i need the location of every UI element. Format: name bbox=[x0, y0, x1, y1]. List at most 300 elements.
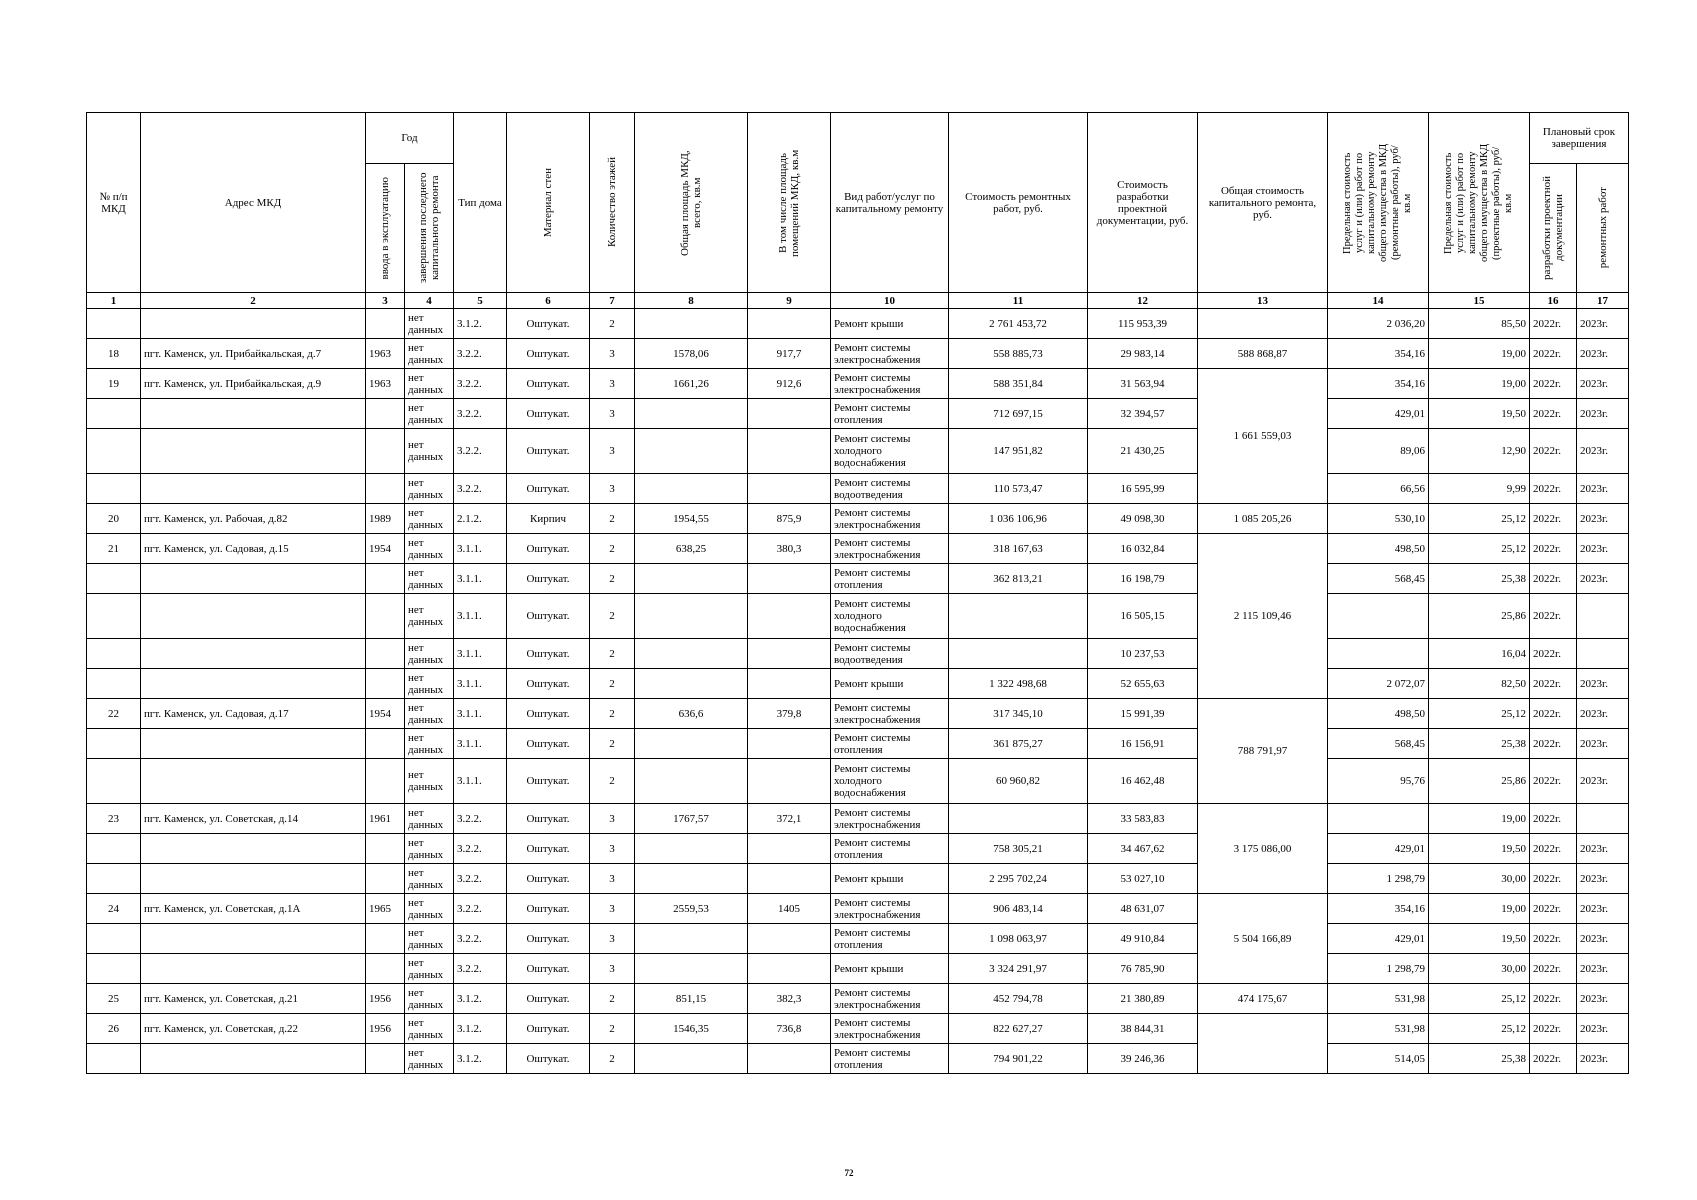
row-floors: 3 bbox=[590, 954, 635, 984]
row-number bbox=[87, 729, 141, 759]
row-number: 24 bbox=[87, 894, 141, 924]
row-number: 19 bbox=[87, 369, 141, 399]
row-repair-cost: 2 295 702,24 bbox=[949, 864, 1088, 894]
row-limit-repair: 1 298,79 bbox=[1328, 954, 1429, 984]
column-number: 13 bbox=[1198, 293, 1328, 309]
row-floors: 2 bbox=[590, 594, 635, 639]
row-repair-cost bbox=[949, 594, 1088, 639]
row-house-type: 3.2.2. bbox=[454, 894, 507, 924]
row-address bbox=[141, 729, 366, 759]
row-work-type: Ремонт системы электроснабжения bbox=[831, 504, 949, 534]
row-plan-project: 2022г. bbox=[1530, 894, 1577, 924]
row-limit-repair: 2 072,07 bbox=[1328, 669, 1429, 699]
row-wall-material: Оштукат. bbox=[507, 564, 590, 594]
row-number bbox=[87, 669, 141, 699]
row-wall-material: Оштукат. bbox=[507, 984, 590, 1014]
row-address bbox=[141, 594, 366, 639]
row-limit-project: 82,50 bbox=[1429, 669, 1530, 699]
row-plan-repair bbox=[1577, 639, 1629, 669]
row-limit-project: 25,86 bbox=[1429, 594, 1530, 639]
row-year-last-repair: нет данных bbox=[405, 474, 454, 504]
row-number bbox=[87, 864, 141, 894]
row-total-cost: 474 175,67 bbox=[1198, 984, 1328, 1014]
row-year-last-repair: нет данных bbox=[405, 564, 454, 594]
header-limit-repair: Предельная стоимость услуг и (или) работ по капитальному ремонту общего имущества в МКД (ремонтные работы), руб/кв.м bbox=[1328, 113, 1429, 293]
row-limit-repair bbox=[1328, 804, 1429, 834]
row-floors: 2 bbox=[590, 564, 635, 594]
row-total-area bbox=[635, 924, 748, 954]
row-plan-project: 2022г. bbox=[1530, 504, 1577, 534]
row-plan-project: 2022г. bbox=[1530, 339, 1577, 369]
row-premises-area bbox=[748, 759, 831, 804]
table-body bbox=[87, 309, 1629, 1074]
row-plan-project: 2022г. bbox=[1530, 864, 1577, 894]
table-row bbox=[87, 894, 1629, 924]
row-limit-repair: 1 298,79 bbox=[1328, 864, 1429, 894]
row-premises-area: 382,3 bbox=[748, 984, 831, 1014]
row-floors: 3 bbox=[590, 894, 635, 924]
row-year-built: 1956 bbox=[366, 984, 405, 1014]
row-number bbox=[87, 924, 141, 954]
row-work-type: Ремонт системы отопления bbox=[831, 1044, 949, 1074]
row-year-built: 1963 bbox=[366, 339, 405, 369]
row-limit-repair: 531,98 bbox=[1328, 1014, 1429, 1044]
row-project-cost: 10 237,53 bbox=[1088, 639, 1198, 669]
row-limit-repair: 2 036,20 bbox=[1328, 309, 1429, 339]
row-total-area bbox=[635, 954, 748, 984]
row-floors: 2 bbox=[590, 699, 635, 729]
row-house-type: 3.1.1. bbox=[454, 729, 507, 759]
row-plan-repair: 2023г. bbox=[1577, 474, 1629, 504]
row-repair-cost: 147 951,82 bbox=[949, 429, 1088, 474]
row-limit-repair: 429,01 bbox=[1328, 924, 1429, 954]
row-repair-cost: 794 901,22 bbox=[949, 1044, 1088, 1074]
row-plan-project: 2022г. bbox=[1530, 474, 1577, 504]
row-plan-repair bbox=[1577, 594, 1629, 639]
row-premises-area bbox=[748, 924, 831, 954]
row-premises-area bbox=[748, 864, 831, 894]
row-repair-cost bbox=[949, 804, 1088, 834]
row-year-built bbox=[366, 474, 405, 504]
column-number: 10 bbox=[831, 293, 949, 309]
row-wall-material: Оштукат. bbox=[507, 534, 590, 564]
row-limit-repair: 429,01 bbox=[1328, 834, 1429, 864]
row-limit-repair: 429,01 bbox=[1328, 399, 1429, 429]
row-plan-project: 2022г. bbox=[1530, 369, 1577, 399]
row-floors: 3 bbox=[590, 924, 635, 954]
column-number: 14 bbox=[1328, 293, 1429, 309]
row-limit-repair: 530,10 bbox=[1328, 504, 1429, 534]
row-house-type: 3.2.2. bbox=[454, 954, 507, 984]
column-number: 11 bbox=[949, 293, 1088, 309]
row-project-cost: 21 430,25 bbox=[1088, 429, 1198, 474]
row-plan-repair: 2023г. bbox=[1577, 369, 1629, 399]
row-total-area: 2559,53 bbox=[635, 894, 748, 924]
row-house-type: 2.1.2. bbox=[454, 504, 507, 534]
row-house-type: 3.2.2. bbox=[454, 864, 507, 894]
row-limit-project: 19,00 bbox=[1429, 339, 1530, 369]
row-total-area: 1578,06 bbox=[635, 339, 748, 369]
row-premises-area bbox=[748, 669, 831, 699]
row-house-type: 3.1.1. bbox=[454, 534, 507, 564]
table-row bbox=[87, 954, 1629, 984]
row-plan-repair: 2023г. bbox=[1577, 399, 1629, 429]
row-address: пгт. Каменск, ул. Садовая, д.15 bbox=[141, 534, 366, 564]
row-number bbox=[87, 1044, 141, 1074]
row-limit-project: 19,50 bbox=[1429, 399, 1530, 429]
row-wall-material: Оштукат. bbox=[507, 834, 590, 864]
row-plan-repair: 2023г. bbox=[1577, 1014, 1629, 1044]
row-repair-cost: 110 573,47 bbox=[949, 474, 1088, 504]
row-house-type: 3.2.2. bbox=[454, 474, 507, 504]
row-limit-repair: 354,16 bbox=[1328, 894, 1429, 924]
row-plan-project: 2022г. bbox=[1530, 1044, 1577, 1074]
row-plan-project: 2022г. bbox=[1530, 564, 1577, 594]
row-total-area: 1767,57 bbox=[635, 804, 748, 834]
row-wall-material: Оштукат. bbox=[507, 924, 590, 954]
row-house-type: 3.1.1. bbox=[454, 639, 507, 669]
row-repair-cost: 362 813,21 bbox=[949, 564, 1088, 594]
row-limit-project: 85,50 bbox=[1429, 309, 1530, 339]
row-premises-area bbox=[748, 564, 831, 594]
header-project-cost: Стоимость разработки проектной документации, руб. bbox=[1088, 113, 1198, 293]
row-plan-repair: 2023г. bbox=[1577, 309, 1629, 339]
row-floors: 3 bbox=[590, 429, 635, 474]
row-repair-cost bbox=[949, 639, 1088, 669]
row-repair-cost: 712 697,15 bbox=[949, 399, 1088, 429]
row-total-area: 638,25 bbox=[635, 534, 748, 564]
row-year-last-repair: нет данных bbox=[405, 594, 454, 639]
row-premises-area bbox=[748, 594, 831, 639]
column-number: 5 bbox=[454, 293, 507, 309]
row-limit-project: 25,38 bbox=[1429, 1044, 1530, 1074]
row-floors: 2 bbox=[590, 1014, 635, 1044]
row-premises-area bbox=[748, 729, 831, 759]
row-total-area bbox=[635, 729, 748, 759]
row-limit-project: 25,86 bbox=[1429, 759, 1530, 804]
table-row bbox=[87, 474, 1629, 504]
row-project-cost: 15 991,39 bbox=[1088, 699, 1198, 729]
table-row bbox=[87, 699, 1629, 729]
row-house-type: 3.2.2. bbox=[454, 834, 507, 864]
row-house-type: 3.2.2. bbox=[454, 399, 507, 429]
table-row bbox=[87, 834, 1629, 864]
row-plan-repair: 2023г. bbox=[1577, 699, 1629, 729]
row-wall-material: Оштукат. bbox=[507, 894, 590, 924]
row-plan-project: 2022г. bbox=[1530, 534, 1577, 564]
row-plan-project: 2022г. bbox=[1530, 429, 1577, 474]
header-year-group: Год bbox=[366, 113, 454, 164]
table-row bbox=[87, 594, 1629, 639]
row-work-type: Ремонт системы холодного водоснабжения bbox=[831, 759, 949, 804]
row-limit-project: 25,12 bbox=[1429, 1014, 1530, 1044]
row-number: 22 bbox=[87, 699, 141, 729]
row-wall-material: Оштукат. bbox=[507, 699, 590, 729]
row-house-type: 3.1.2. bbox=[454, 1014, 507, 1044]
row-wall-material: Оштукат. bbox=[507, 399, 590, 429]
row-plan-repair: 2023г. bbox=[1577, 429, 1629, 474]
column-number: 12 bbox=[1088, 293, 1198, 309]
row-house-type: 3.2.2. bbox=[454, 339, 507, 369]
row-address bbox=[141, 669, 366, 699]
row-wall-material: Оштукат. bbox=[507, 804, 590, 834]
row-total-area bbox=[635, 639, 748, 669]
row-year-last-repair: нет данных bbox=[405, 429, 454, 474]
row-premises-area: 380,3 bbox=[748, 534, 831, 564]
row-total-area: 851,15 bbox=[635, 984, 748, 1014]
row-house-type: 3.1.1. bbox=[454, 564, 507, 594]
column-number: 6 bbox=[507, 293, 590, 309]
row-house-type: 3.2.2. bbox=[454, 429, 507, 474]
row-limit-project: 30,00 bbox=[1429, 954, 1530, 984]
row-address bbox=[141, 309, 366, 339]
row-work-type: Ремонт системы электроснабжения bbox=[831, 1014, 949, 1044]
row-plan-project: 2022г. bbox=[1530, 804, 1577, 834]
row-plan-repair: 2023г. bbox=[1577, 954, 1629, 984]
row-project-cost: 32 394,57 bbox=[1088, 399, 1198, 429]
row-plan-repair: 2023г. bbox=[1577, 564, 1629, 594]
row-repair-cost: 1 036 106,96 bbox=[949, 504, 1088, 534]
row-project-cost: 16 505,15 bbox=[1088, 594, 1198, 639]
row-plan-project: 2022г. bbox=[1530, 639, 1577, 669]
row-plan-project: 2022г. bbox=[1530, 984, 1577, 1014]
row-plan-project: 2022г. bbox=[1530, 729, 1577, 759]
row-premises-area: 917,7 bbox=[748, 339, 831, 369]
row-work-type: Ремонт системы электроснабжения bbox=[831, 894, 949, 924]
row-work-type: Ремонт системы холодного водоснабжения bbox=[831, 429, 949, 474]
row-floors: 2 bbox=[590, 309, 635, 339]
row-year-built: 1956 bbox=[366, 1014, 405, 1044]
row-wall-material: Оштукат. bbox=[507, 339, 590, 369]
row-work-type: Ремонт системы электроснабжения bbox=[831, 534, 949, 564]
header-plan-group: Плановый срок завершения bbox=[1530, 113, 1629, 164]
row-number: 25 bbox=[87, 984, 141, 1014]
row-limit-project: 19,50 bbox=[1429, 924, 1530, 954]
row-year-last-repair: нет данных bbox=[405, 1014, 454, 1044]
row-number bbox=[87, 954, 141, 984]
row-address bbox=[141, 1044, 366, 1074]
table-row bbox=[87, 804, 1629, 834]
row-house-type: 3.1.2. bbox=[454, 309, 507, 339]
row-project-cost: 49 910,84 bbox=[1088, 924, 1198, 954]
row-premises-area: 912,6 bbox=[748, 369, 831, 399]
row-plan-repair: 2023г. bbox=[1577, 759, 1629, 804]
row-floors: 3 bbox=[590, 399, 635, 429]
header-year-last-repair: завершения последнего капитального ремонта bbox=[405, 164, 454, 293]
row-limit-project: 19,00 bbox=[1429, 894, 1530, 924]
row-plan-project: 2022г. bbox=[1530, 1014, 1577, 1044]
row-year-built bbox=[366, 924, 405, 954]
row-number: 23 bbox=[87, 804, 141, 834]
row-number bbox=[87, 834, 141, 864]
row-project-cost: 21 380,89 bbox=[1088, 984, 1198, 1014]
row-year-built bbox=[366, 399, 405, 429]
row-limit-repair: 498,50 bbox=[1328, 534, 1429, 564]
row-address: пгт. Каменск, ул. Советская, д.1А bbox=[141, 894, 366, 924]
table-row bbox=[87, 504, 1629, 534]
row-year-built bbox=[366, 429, 405, 474]
row-work-type: Ремонт системы электроснабжения bbox=[831, 369, 949, 399]
row-address bbox=[141, 864, 366, 894]
row-number bbox=[87, 399, 141, 429]
header-wall-material: Материал стен bbox=[507, 113, 590, 293]
row-wall-material: Оштукат. bbox=[507, 474, 590, 504]
row-plan-repair: 2023г. bbox=[1577, 339, 1629, 369]
column-number: 8 bbox=[635, 293, 748, 309]
header-limit-project: Предельная стоимость услуг и (или) работ по капитальному ремонту общего имущества в МКД (проектные работы), руб/кв.м bbox=[1429, 113, 1530, 293]
row-repair-cost: 361 875,27 bbox=[949, 729, 1088, 759]
row-plan-project: 2022г. bbox=[1530, 399, 1577, 429]
row-wall-material: Оштукат. bbox=[507, 309, 590, 339]
row-wall-material: Оштукат. bbox=[507, 594, 590, 639]
row-work-type: Ремонт системы отопления bbox=[831, 834, 949, 864]
row-total-area: 1954,55 bbox=[635, 504, 748, 534]
row-plan-repair: 2023г. bbox=[1577, 1044, 1629, 1074]
row-plan-repair: 2023г. bbox=[1577, 534, 1629, 564]
row-wall-material: Оштукат. bbox=[507, 729, 590, 759]
row-project-cost: 49 098,30 bbox=[1088, 504, 1198, 534]
table-row bbox=[87, 639, 1629, 669]
row-project-cost: 33 583,83 bbox=[1088, 804, 1198, 834]
table-row bbox=[87, 759, 1629, 804]
row-work-type: Ремонт системы водоотведения bbox=[831, 639, 949, 669]
row-plan-repair: 2023г. bbox=[1577, 669, 1629, 699]
column-number: 16 bbox=[1530, 293, 1577, 309]
row-address: пгт. Каменск, ул. Прибайкальская, д.9 bbox=[141, 369, 366, 399]
row-year-last-repair: нет данных bbox=[405, 729, 454, 759]
row-house-type: 3.2.2. bbox=[454, 369, 507, 399]
row-work-type: Ремонт крыши bbox=[831, 864, 949, 894]
row-premises-area: 736,8 bbox=[748, 1014, 831, 1044]
row-floors: 3 bbox=[590, 369, 635, 399]
row-repair-cost: 452 794,78 bbox=[949, 984, 1088, 1014]
row-floors: 3 bbox=[590, 474, 635, 504]
column-number-row bbox=[87, 293, 1629, 309]
row-year-last-repair: нет данных bbox=[405, 339, 454, 369]
table-row bbox=[87, 399, 1629, 429]
row-year-last-repair: нет данных bbox=[405, 984, 454, 1014]
row-premises-area bbox=[748, 399, 831, 429]
row-number bbox=[87, 309, 141, 339]
row-year-last-repair: нет данных bbox=[405, 309, 454, 339]
row-project-cost: 38 844,31 bbox=[1088, 1014, 1198, 1044]
row-year-built: 1961 bbox=[366, 804, 405, 834]
row-address: пгт. Каменск, ул. Рабочая, д.82 bbox=[141, 504, 366, 534]
row-work-type: Ремонт системы электроснабжения bbox=[831, 339, 949, 369]
table-row bbox=[87, 339, 1629, 369]
row-year-built: 1963 bbox=[366, 369, 405, 399]
row-limit-repair: 498,50 bbox=[1328, 699, 1429, 729]
row-wall-material: Оштукат. bbox=[507, 639, 590, 669]
row-floors: 2 bbox=[590, 1044, 635, 1074]
row-year-built bbox=[366, 834, 405, 864]
row-project-cost: 115 953,39 bbox=[1088, 309, 1198, 339]
row-repair-cost: 3 324 291,97 bbox=[949, 954, 1088, 984]
row-number bbox=[87, 759, 141, 804]
row-project-cost: 16 198,79 bbox=[1088, 564, 1198, 594]
table-row bbox=[87, 864, 1629, 894]
row-floors: 2 bbox=[590, 534, 635, 564]
row-address bbox=[141, 474, 366, 504]
row-floors: 2 bbox=[590, 669, 635, 699]
row-total-area bbox=[635, 864, 748, 894]
row-plan-project: 2022г. bbox=[1530, 699, 1577, 729]
row-work-type: Ремонт системы отопления bbox=[831, 729, 949, 759]
row-limit-project: 25,12 bbox=[1429, 699, 1530, 729]
header-address: Адрес МКД bbox=[141, 113, 366, 293]
table-row bbox=[87, 429, 1629, 474]
row-address bbox=[141, 564, 366, 594]
row-address bbox=[141, 399, 366, 429]
row-plan-repair: 2023г. bbox=[1577, 984, 1629, 1014]
row-project-cost: 34 467,62 bbox=[1088, 834, 1198, 864]
row-year-built: 1954 bbox=[366, 699, 405, 729]
row-total-area: 1661,26 bbox=[635, 369, 748, 399]
table-row bbox=[87, 984, 1629, 1014]
table-row bbox=[87, 729, 1629, 759]
row-limit-project: 19,00 bbox=[1429, 369, 1530, 399]
row-repair-cost: 2 761 453,72 bbox=[949, 309, 1088, 339]
row-total-area: 1546,35 bbox=[635, 1014, 748, 1044]
row-premises-area: 875,9 bbox=[748, 504, 831, 534]
row-total-area bbox=[635, 474, 748, 504]
row-premises-area bbox=[748, 429, 831, 474]
row-year-last-repair: нет данных bbox=[405, 669, 454, 699]
row-limit-repair: 354,16 bbox=[1328, 339, 1429, 369]
row-wall-material: Оштукат. bbox=[507, 429, 590, 474]
row-wall-material: Оштукат. bbox=[507, 759, 590, 804]
row-limit-project: 25,12 bbox=[1429, 984, 1530, 1014]
row-work-type: Ремонт системы отопления bbox=[831, 564, 949, 594]
row-total-area bbox=[635, 594, 748, 639]
row-total-cost: 788 791,97 bbox=[1198, 699, 1328, 804]
row-wall-material: Оштукат. bbox=[507, 954, 590, 984]
row-plan-repair: 2023г. bbox=[1577, 504, 1629, 534]
row-year-built bbox=[366, 309, 405, 339]
row-limit-repair: 89,06 bbox=[1328, 429, 1429, 474]
row-limit-project: 12,90 bbox=[1429, 429, 1530, 474]
row-number bbox=[87, 474, 141, 504]
row-address bbox=[141, 429, 366, 474]
row-limit-repair: 568,45 bbox=[1328, 564, 1429, 594]
row-year-last-repair: нет данных bbox=[405, 864, 454, 894]
row-year-last-repair: нет данных bbox=[405, 399, 454, 429]
row-number bbox=[87, 564, 141, 594]
row-address bbox=[141, 924, 366, 954]
column-number: 4 bbox=[405, 293, 454, 309]
row-limit-repair: 568,45 bbox=[1328, 729, 1429, 759]
table-row bbox=[87, 534, 1629, 564]
row-address bbox=[141, 834, 366, 864]
row-floors: 3 bbox=[590, 834, 635, 864]
row-year-last-repair: нет данных bbox=[405, 534, 454, 564]
row-house-type: 3.1.1. bbox=[454, 759, 507, 804]
row-repair-cost: 758 305,21 bbox=[949, 834, 1088, 864]
row-premises-area bbox=[748, 954, 831, 984]
row-house-type: 3.1.2. bbox=[454, 984, 507, 1014]
row-year-built: 1954 bbox=[366, 534, 405, 564]
row-limit-repair: 95,76 bbox=[1328, 759, 1429, 804]
row-project-cost: 29 983,14 bbox=[1088, 339, 1198, 369]
row-work-type: Ремонт крыши bbox=[831, 954, 949, 984]
table-row bbox=[87, 369, 1629, 399]
header-work-type: Вид работ/услуг по капитальному ремонту bbox=[831, 113, 949, 293]
row-plan-repair: 2023г. bbox=[1577, 924, 1629, 954]
row-project-cost: 76 785,90 bbox=[1088, 954, 1198, 984]
row-total-area bbox=[635, 429, 748, 474]
row-limit-repair: 66,56 bbox=[1328, 474, 1429, 504]
row-total-area bbox=[635, 669, 748, 699]
